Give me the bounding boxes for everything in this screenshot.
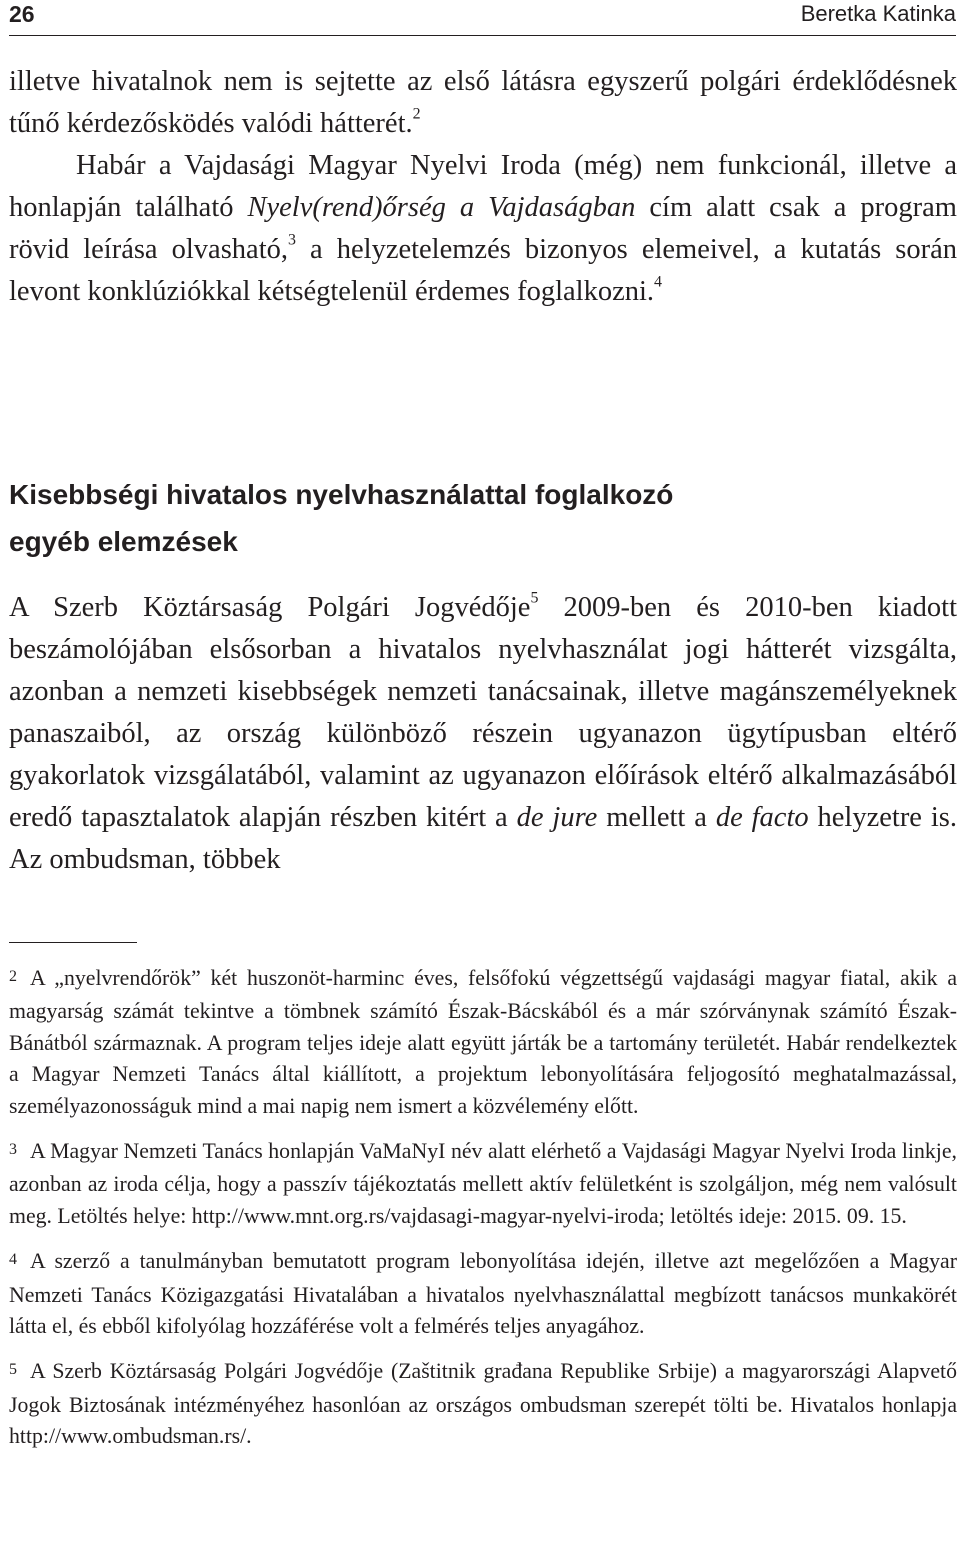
paragraph-text: illetve hivatalnok nem is sejtette az első látásra egyszerű polgári érdeklődésnek tűnő kérdezősködés valódi hátterét. bbox=[9, 66, 957, 139]
footnotes bbox=[9, 963, 957, 1467]
program-title: Nyelv(rend)őrség a Vajdaságban bbox=[247, 192, 636, 223]
paragraph-text: Habár a Vajdasági Magyar Nyelvi Iroda (még) nem funkcionál, illetve a honlapján található bbox=[9, 150, 957, 223]
footnote-separator bbox=[9, 942, 137, 943]
footnote-text: A „nyelvrendőrök” két huszonöt-harminc éves, felsőfokú végzettségű vajdasági magyar fiatal, akik a magyarság számát tekintve a tömbnek számító Észak-Bácskából és a már szórványnak számító Észak-Bánátból származnak. A program teljes ideje alatt együtt járták be a tartomány területét. Habár rendelkeztek a Magyar Nemzeti Tanács által kiállított, a projektum lebonyolítására feljogosító meghatalmazással, személyazonosságuk mind a mai napig nem ismert a közvélemény előtt. bbox=[9, 966, 957, 1118]
paragraph-text: a helyzetelemzés bizonyos elemeivel, a kutatás során levont konklúziókkal kétségtelenül érdemes foglalkozni. bbox=[9, 234, 957, 307]
footnote-text: A Magyar Nemzeti Tanács honlapján VaMaNyI név alatt elérhető a Vajdasági Magyar Nyelvi Iroda linkje, azonban az iroda célja, hogy a passzív tájékoztatás mellett aktív felületként is szolgáljon, még nem valósult meg. Letöltés helye: http://www.mnt.org.rs/vajdasagi-magyar-nyelvi-iroda; letöltés ideje: 2015. 09. 15. bbox=[9, 1139, 957, 1228]
paragraph-3 bbox=[9, 587, 957, 881]
paragraph-continued bbox=[9, 61, 957, 313]
page-header bbox=[9, 0, 956, 34]
footnote-text: A Szerb Köztársaság Polgári Jogvédője (Zaštitnik građana Republike Srbije) a magyarországi Alapvető Jogok Biztosának intézményéhez hasonlóan az országos ombudsman szerepét tölti be. Hivatalos honlapja http://www.ombudsman.rs/. bbox=[9, 1359, 957, 1449]
footnote-2 bbox=[9, 963, 957, 1122]
footnote-number: 4 bbox=[9, 1251, 17, 1269]
paragraph-text: cím alatt csak a program rövid leírása olvasható, bbox=[9, 192, 957, 265]
heading-line-2: egyéb elemzések bbox=[9, 526, 238, 557]
footnote-text: A szerző a tanulmányban bemutatott program lebonyolítása idején, illetve azt megelőzően a Magyar Nemzeti Tanács Közigazgatási Hivatalában a hivatalos nyelvhasználattal megbízott tanácsos munkakörét látta el, és ebből kifolyólag hozzáférése volt a felmérés teljes anyagához. bbox=[9, 1249, 957, 1339]
italic-de-jure: de jure bbox=[516, 802, 598, 833]
footnote-3 bbox=[9, 1136, 957, 1232]
section-heading bbox=[9, 471, 957, 565]
footnote-4 bbox=[9, 1246, 957, 1342]
footnote-number: 2 bbox=[9, 968, 17, 985]
paragraph-2 bbox=[9, 145, 957, 313]
footnote-5 bbox=[9, 1356, 957, 1452]
footnote-ref-2[interactable]: 2 bbox=[412, 105, 421, 123]
running-head-author: Beretka Katinka bbox=[800, 1, 956, 26]
paragraph-text: A Szerb Köztársaság Polgári Jogvédője bbox=[9, 592, 531, 623]
paragraph-text: helyzetre is. Az ombudsman, többek bbox=[9, 802, 958, 875]
footnote-number: 5 bbox=[9, 1361, 17, 1379]
footnote-number: 3 bbox=[9, 1141, 17, 1159]
paragraph-text: 2009-ben és 2010-ben kiadott beszámolójában elsősorban a hivatalos nyelvhasználat jogi hátterét vizsgálta, azonban a nemzeti kisebbségek nemzeti tanácsainak, illetve magánszemélyeknek panaszaiból, az ország különböző részein ugyanazon ügytípusban eltérő gyakorlatok vizsgálatából, valamint az ugyanazon előírások eltérő alkalmazásából eredő tapasztalatok alapján részben kitért a bbox=[9, 592, 957, 833]
paragraph-text: mellett a bbox=[597, 802, 716, 833]
footnote-ref-5[interactable]: 5 bbox=[530, 589, 539, 607]
italic-de-facto: de facto bbox=[715, 802, 809, 833]
page-number: 26 bbox=[9, 1, 35, 27]
heading-line-1: Kisebbségi hivatalos nyelvhasználattal foglalkozó bbox=[9, 479, 674, 510]
header-rule bbox=[9, 35, 956, 36]
footnote-ref-4[interactable]: 4 bbox=[654, 273, 663, 291]
footnote-ref-3[interactable]: 3 bbox=[288, 231, 296, 249]
